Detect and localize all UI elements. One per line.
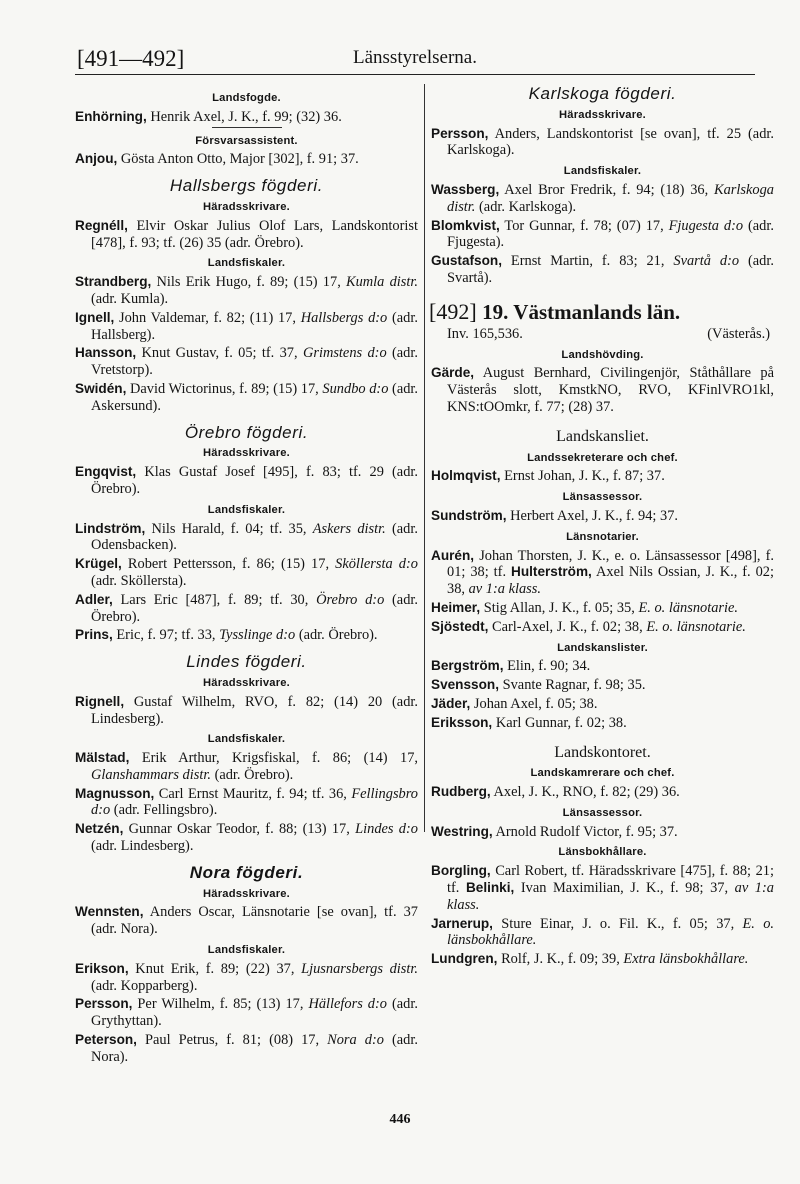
person-name: Anjou, (75, 151, 118, 167)
person-entry: Holmqvist, Ernst Johan, J. K., f. 87; 37. (431, 468, 665, 485)
section-heading: Landskansliet. (556, 427, 649, 445)
person-name: Mälstad, (75, 750, 130, 766)
person-entry: Ignell, John Valdemar, f. 82; (11) 17, Hallsbergs d:o (adr. Hallsberg). (75, 309, 418, 343)
person-entry: Regnéll, Elvir Oskar Julius Olof Lars, Landskontorist [478], f. 93; tf. (26) 35 (adr. Örebro). (75, 217, 418, 251)
person-entry: Persson, Per Wilhelm, f. 85; (13) 17, Hällefors d:o (adr. Grythyttan). (75, 996, 418, 1030)
role-heading: Länsbokhållare. (558, 846, 647, 859)
role-heading: Landskamrerare och chef. (530, 767, 675, 780)
person-name: Hansson, (75, 345, 137, 361)
running-title: Länsstyrelserna. (353, 47, 477, 68)
person-name: Hulterström, (511, 564, 592, 580)
role-heading: Häradsskrivare. (559, 108, 646, 121)
column-divider (424, 84, 425, 832)
section-heading: Landskontoret. (554, 743, 651, 761)
district-heading: Lindes fögderi. (186, 652, 307, 672)
role-heading: Häradsskrivare. (203, 676, 290, 689)
person-entry: Sjöstedt, Carl-Axel, J. K., f. 02; 38, E. o. länsnotarie. (431, 618, 746, 635)
role-heading: Landsfiskaler. (207, 733, 286, 746)
role-heading: Försvarsassistent. (75, 133, 418, 150)
role-heading: Landsfiskaler. (207, 503, 286, 516)
person-entry: Svensson, Svante Ragnar, f. 98; 35. (431, 677, 646, 694)
person-name: Westring, (431, 823, 493, 839)
person-name: Adler, (75, 591, 113, 607)
person-entry: Adler, Lars Eric [487], f. 89; tf. 30, Örebro d:o (adr. Örebro). (75, 591, 418, 625)
person-entry: Eriksson, Karl Gunnar, f. 02; 38. (431, 714, 627, 731)
county-seat: (Västerås.) (707, 325, 770, 342)
person-name: Wennsten, (75, 904, 144, 920)
person-name: Bergström, (431, 658, 504, 674)
page-number: 446 (389, 1112, 411, 1127)
person-name: Prins, (75, 627, 113, 643)
person-name: Wassberg, (431, 181, 500, 197)
person-entry: Lundgren, Rolf, J. K., f. 09; 39, Extra länsbokhållare. (431, 951, 749, 968)
person-entry: Swidén, David Wictorinus, f. 89; (15) 17, Sundbo d:o (adr. Askersund). (75, 380, 419, 414)
person-name: Eriksson, (431, 714, 493, 730)
role-heading: Häradsskrivare. (203, 200, 290, 213)
person-entry: Rignell, Gustaf Wilhelm, RVO, f. 82; (14) 20 (adr. Lindesberg). (75, 693, 418, 727)
role-heading: Länsnotarier. (566, 530, 639, 543)
person-entry: Borgling, Carl Robert, tf. Häradsskrivare [475], f. 88; 21; tf. Belinki, Ivan Maximilian, J. K., f. 98; 37, av 1:a klass. (431, 863, 774, 913)
page-header (75, 44, 755, 75)
person-entry: Hansson, Knut Gustav, f. 05; tf. 37, Grimstens d:o (adr. Vretstorp). (75, 345, 418, 379)
person-entry: Wennsten, Anders Oscar, Länsnotarie [se ovan], tf. 37 (adr. Nora). (75, 904, 418, 938)
role-heading: Häradsskrivare. (203, 447, 290, 460)
county-heading (429, 299, 774, 325)
person-entry: Enhörning, Henrik Axel, J. K., f. 99; (32) 36. (75, 108, 342, 125)
person-name: Jarnerup, (431, 915, 493, 931)
person-name: Lundgren, (431, 951, 498, 967)
person-name: Rudberg, (431, 784, 491, 800)
left-column (75, 86, 418, 1068)
person-entry: Strandberg, Nils Erik Hugo, f. 89; (15) 17, Kumla distr. (adr. Kumla). (75, 274, 418, 307)
person-entry: Persson, Anders, Landskontorist [se ovan], tf. 25 (adr. Karlskoga). (431, 125, 774, 159)
county-title: 19. Västmanlands län. (482, 299, 681, 324)
person-name: Strandberg, (75, 274, 152, 290)
person-entry: Westring, Arnold Rudolf Victor, f. 95; 37. (431, 823, 678, 840)
person-entry: Aurén, Johan Thorsten, J. K., e. o. Länsassessor [498], f. 01; 38; tf. Hulterström, Axel Nils Ossian, J. K., f. 02; 38, av 1:a klass. (431, 547, 774, 598)
district-heading: Nora fögderi. (189, 862, 304, 882)
person-name: Heimer, (431, 599, 481, 615)
person-name: Gustafson, (431, 253, 502, 269)
person-entry: Bergström, Elin, f. 90; 34. (431, 658, 591, 675)
person-entry: Erikson, Knut Erik, f. 89; (22) 37, Ljusnarsbergs distr. (adr. Kopparberg). (75, 960, 418, 994)
role-heading: Landssekreterare och chef. (527, 451, 678, 464)
inventory-line (431, 326, 774, 343)
person-entry: Lindström, Nils Harald, f. 04; tf. 35, Askers distr. (adr. Odensbacken). (75, 520, 418, 554)
person-entry: Jäder, Johan Axel, f. 05; 38. (431, 695, 598, 712)
role-heading: Häradsskrivare. (203, 887, 290, 900)
person-entry: Gärde, August Bernhard, Civilingenjör, Ståthållare på Västerås slott, KmstkNO, RVO, KFinlVRO1kl, KNS:tOOmkr, f. 77; (28) 37. (431, 365, 774, 415)
person-name: Holmqvist, (431, 468, 501, 484)
person-entry: Netzén, Gunnar Oskar Teodor, f. 88; (13) 17, Lindes d:o (adr. Lindesberg). (75, 821, 418, 855)
role-heading: Landsfiskaler. (207, 944, 286, 957)
person-name: Svensson, (431, 677, 499, 693)
person-name: Persson, (431, 125, 489, 141)
person-name: Peterson, (75, 1032, 137, 1048)
person-entry: Gustafson, Ernst Martin, f. 83; 21, Svartå d:o (adr. Svartå). (431, 253, 774, 286)
person-name: Aurén, (431, 547, 475, 563)
person-name: Blomkvist, (431, 217, 500, 233)
person-entry: Mälstad, Erik Arthur, Krigsfiskal, f. 86; (14) 17, Glanshammars distr. (adr. Örebro). (75, 750, 418, 783)
role-heading: Landshövding. (561, 348, 644, 361)
person-name: Rignell, (75, 693, 125, 709)
person-entry: Peterson, Paul Petrus, f. 81; (08) 17, Nora d:o (adr. Nora). (75, 1032, 418, 1065)
person-name: Engqvist, (75, 464, 137, 480)
person-name: Sjöstedt, (431, 618, 489, 634)
county-ref: [492] (429, 298, 477, 324)
person-name: Sundström, (431, 507, 507, 523)
right-column (431, 86, 774, 970)
person-name: Jäder, (431, 695, 471, 711)
person-entry: Blomkvist, Tor Gunnar, f. 78; (07) 17, Fjugesta d:o (adr. Fjugesta). (431, 217, 774, 251)
person-entry: Wassberg, Axel Bror Fredrik, f. 94; (18) 36, Karlskoga distr. (adr. Karlskoga). (431, 181, 774, 215)
district-heading: Hallsbergs fögderi. (169, 176, 324, 196)
person-name: Gärde, (431, 365, 475, 381)
person-entry: Jarnerup, Sture Einar, J. o. Fil. K., f. 05; 37, E. o. länsbokhållare. (431, 915, 774, 949)
person-name: Swidén, (75, 380, 127, 396)
district-heading: Örebro fögderi. (184, 422, 309, 442)
person-name: Persson, (75, 996, 133, 1012)
person-entry: Engqvist, Klas Gustaf Josef [495], f. 83; tf. 29 (adr. Örebro). (75, 464, 418, 497)
person-name: Magnusson, (75, 785, 155, 801)
person-entry: Krügel, Robert Pettersson, f. 86; (15) 17, Sköllersta d:o (adr. Sköllersta). (75, 556, 418, 589)
role-heading: Landsfiskaler. (563, 165, 642, 178)
role-heading: Landsfiskaler. (207, 257, 286, 270)
person-name: Regnéll, (75, 217, 128, 233)
person-entry: Anjou, Gösta Anton Otto, Major [302], f. 91; 37. (75, 151, 359, 168)
role-heading: Länsassessor. (562, 806, 643, 819)
person-name: Ignell, (75, 309, 115, 325)
role-heading: Länsassessor. (562, 491, 643, 504)
person-entry: Sundström, Herbert Axel, J. K., f. 94; 37. (431, 507, 679, 524)
person-name: Borgling, (431, 863, 491, 879)
role-heading: Landsfogde. (212, 92, 281, 104)
role-heading: Landskanslister. (557, 641, 648, 654)
person-name: Erikson, (75, 960, 129, 976)
inventory-count: Inv. 165,536. (447, 325, 523, 342)
person-name: Netzén, (75, 821, 124, 837)
person-name: Enhörning, (75, 108, 147, 124)
person-entry: Heimer, Stig Allan, J. K., f. 05; 35, E. o. länsnotarie. (431, 599, 738, 616)
person-entry: Rudberg, Axel, J. K., RNO, f. 82; (29) 36. (431, 784, 680, 801)
district-heading: Karlskoga fögderi. (528, 84, 677, 103)
person-name: Belinki, (465, 880, 515, 896)
person-entry: Magnusson, Carl Ernst Mauritz, f. 94; tf. 36, Fellingsbro d:o (adr. Fellingsbro). (75, 785, 418, 819)
page-range: [491—492] (77, 46, 185, 71)
person-name: Lindström, (75, 520, 146, 536)
person-name: Krügel, (75, 556, 122, 572)
person-entry: Prins, Eric, f. 97; tf. 33, Tysslinge d:o (adr. Örebro). (75, 627, 378, 644)
